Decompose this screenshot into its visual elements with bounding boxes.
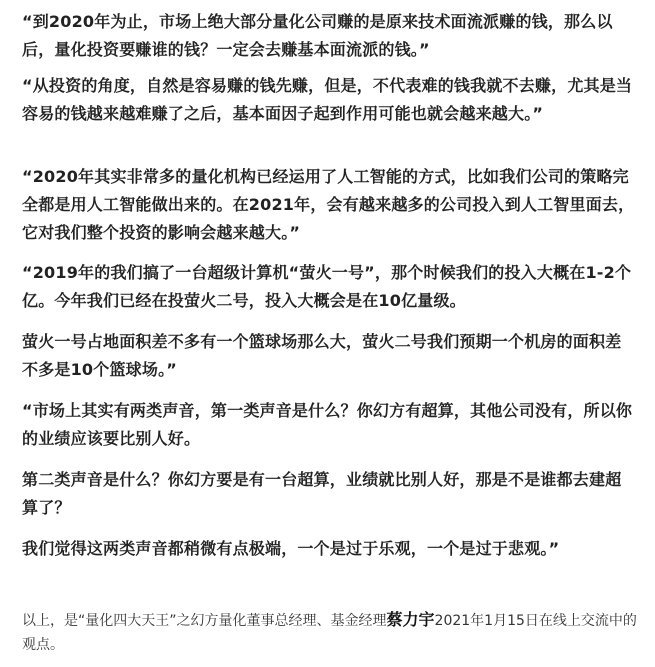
- quote-paragraph-5: 萤火一号占地面积差不多有一个篮球场那么大，萤火二号我们预期一个机房的面积差不多是10个篮球场。”: [22, 332, 622, 379]
- attribution-caption: [22, 608, 637, 657]
- quote-paragraph-6: “市场上其实有两类声音，第一类声音是什么？你幻方有超算，其他公司没有，所以你的业绩应该要比别人好。: [22, 401, 633, 448]
- caption-suffix: 2021年1月15日在线上交流中的观点。: [22, 613, 637, 653]
- quote-paragraph-8: 我们觉得这两类声音都稍微有点极端，一个是过于乐观，一个是过于悲观。”: [22, 539, 560, 558]
- quote-paragraph-3: “2020年其实非常多的量化机构已经运用了人工智能的方式，比如我们公司的策略完全都是用人工智能做出来的。在2021年，会有越来越多的公司投入到人工智里面去，它对我们整个投资的影响会越来越大。”: [22, 167, 635, 242]
- quote-paragraph-1: “到2020年为止，市场上绝大部分量化公司赚的是原来技术面流派赚的钱，那么以后，量化投资要赚谁的钱？一定会去赚基本面流派的钱。”: [22, 12, 613, 59]
- quote-paragraph-4: “2019年的我们搞了一台超级计算机“萤火一号”，那个时候我们的投入大概在1-2个亿。今年我们已经在投萤火二号，投入大概会是在10亿量级。: [22, 263, 632, 310]
- quote-paragraph-7: 第二类声音是什么？你幻方要是有一台超算，业绩就比别人好，那是不是谁都去建超算了？: [22, 470, 622, 517]
- speaker-name: 蔡力宇: [386, 610, 435, 629]
- caption-prefix: 以上，是“量化四大天王”之幻方量化董事总经理、基金经理: [22, 613, 387, 629]
- quote-paragraph-2: “从投资的角度，自然是容易赚的钱先赚，但是，不代表难的钱我就不去赚，尤其是当容易的钱越来越难赚了之后，基本面因子起到作用可能也就会越来越大。”: [22, 76, 633, 123]
